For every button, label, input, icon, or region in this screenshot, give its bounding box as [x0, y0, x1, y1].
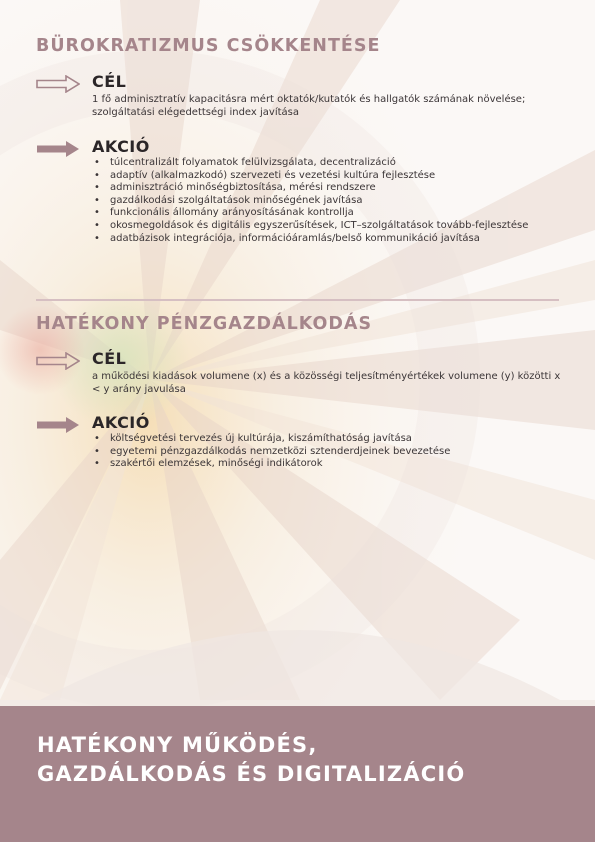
- list-item: • túlcentralizált folyamatok felülvizsgálata, decentralizáció: [92, 157, 567, 170]
- list-item: • gazdálkodási szolgáltatások minőségének javítása: [92, 195, 567, 208]
- outline-arrow-right-icon: [36, 352, 80, 370]
- footer-title-line-1: HATÉKONY MŰKÖDÉS,: [37, 733, 318, 757]
- list-item: • adminisztráció minőségbiztosítása, mérési rendszere: [92, 182, 567, 195]
- list-item: • adaptív (alkalmazkodó) szervezeti és vezetési kultúra fejlesztése: [92, 170, 567, 183]
- filled-arrow-right-icon: [36, 140, 80, 158]
- goal-text: a működési kiadások volumene (x) és a közösségi teljesítményértékek volumene (y) közötti x < y arány javulása: [92, 371, 561, 395]
- filled-arrow-right-icon: [36, 416, 80, 434]
- footer-title-line-2: GAZDÁLKODÁS ÉS DIGITALIZÁCIÓ: [37, 762, 466, 786]
- list-item: • adatbázisok integrációja, információáramlás/belső kommunikáció javítása: [92, 233, 567, 246]
- outline-arrow-right-icon: [36, 75, 80, 93]
- goal-label: CÉL: [92, 349, 127, 368]
- footer-title: [37, 731, 465, 789]
- list-item: • szakértői elemzések, minőségi indikátorok: [92, 458, 567, 471]
- section-title-penzgazdalkodas: HATÉKONY PÉNZGAZDÁLKODÁS: [36, 314, 373, 334]
- action-label: AKCIÓ: [92, 413, 150, 432]
- goal-text: 1 fő adminisztratív kapacitásra mért oktatók/kutatók és hallgatók számának növelése; szolgáltatási elégedettségi index javítása: [92, 94, 526, 118]
- goal-label: CÉL: [92, 72, 127, 91]
- section-divider: [36, 299, 559, 301]
- action-list: [92, 433, 567, 471]
- action-list: [92, 157, 567, 245]
- list-item: • egyetemi pénzgazdálkodás nemzetközi sztenderdjeinek bevezetése: [92, 446, 567, 459]
- action-label: AKCIÓ: [92, 137, 150, 156]
- section-title-burokratizmus: BÜROKRATIZMUS CSÖKKENTÉSE: [36, 36, 381, 56]
- list-item: • funkcionális állomány arányosításának kontrollja: [92, 207, 567, 220]
- list-item: • költségvetési tervezés új kultúrája, kiszámíthatóság javítása: [92, 433, 567, 446]
- list-item: • okosmegoldások és digitális egyszerűsítések, ICT–szolgáltatások tovább-fejlesztése: [92, 220, 567, 233]
